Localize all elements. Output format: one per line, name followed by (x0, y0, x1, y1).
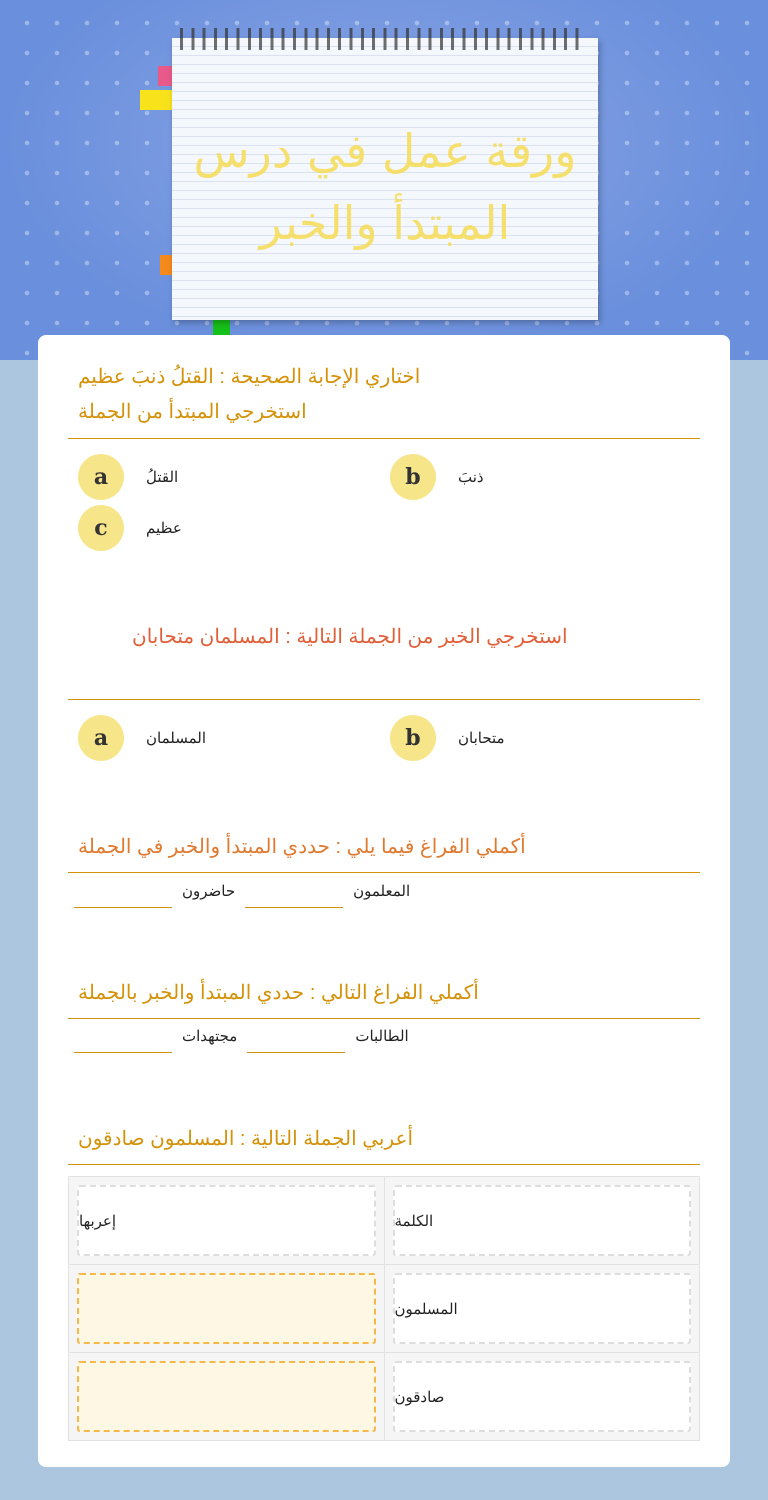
option-letter: b (390, 715, 436, 761)
option-c[interactable] (78, 505, 182, 551)
option-a[interactable] (78, 715, 206, 761)
worksheet-title: ورقة عمل في درس المبتدأ والخبر (193, 124, 577, 250)
option-a[interactable] (78, 454, 178, 500)
option-b[interactable] (390, 454, 484, 500)
option-letter: c (78, 505, 124, 551)
answer-input[interactable] (77, 1361, 376, 1432)
header-cell-answer: إعربها (77, 1185, 376, 1256)
fill-word: مجتهدات (182, 1028, 238, 1045)
question-3-title: أكملي الفراغ فيما يلي : حددي المبتدأ والخبر في الجملة (78, 836, 526, 858)
option-letter: b (390, 454, 436, 500)
question-2-title: استخرجي الخبر من الجملة التالية : المسلمان متحابان (132, 626, 568, 648)
option-b[interactable] (390, 715, 505, 761)
spiral-binding (180, 28, 586, 50)
divider (68, 1164, 700, 1165)
fill-word: حاضرون (182, 883, 236, 900)
table-header-row (69, 1177, 700, 1265)
blank-input[interactable] (245, 907, 343, 908)
fill-blank-row (74, 882, 694, 908)
blank-input[interactable] (74, 1052, 172, 1053)
divider (68, 1018, 700, 1019)
divider (68, 699, 700, 700)
answer-input[interactable] (77, 1273, 376, 1344)
decor-tab-green (213, 320, 230, 336)
question-5-title: أعربي الجملة التالية : المسلمون صادقون (78, 1128, 414, 1150)
divider (68, 872, 700, 873)
fill-word: الطالبات (355, 1028, 409, 1045)
header-cell-word: الكلمة (393, 1185, 692, 1256)
option-letter: a (78, 454, 124, 500)
fill-word: المعلمون (353, 883, 411, 900)
option-letter: a (78, 715, 124, 761)
option-label: القتلُ (146, 469, 179, 486)
word-cell: المسلمون (393, 1273, 692, 1344)
option-label: متحابان (458, 730, 505, 747)
blank-input[interactable] (247, 1052, 345, 1053)
option-label: المسلمان (146, 730, 207, 747)
option-label: عظيم (146, 520, 182, 537)
divider (68, 438, 700, 439)
blank-input[interactable] (74, 907, 172, 908)
word-cell: صادقون (393, 1361, 692, 1432)
decor-tab-pink (158, 66, 172, 86)
table-row (69, 1265, 700, 1353)
header-banner (0, 0, 768, 360)
decor-tab-yellow (140, 90, 172, 110)
question-4-title: أكملي الفراغ التالي : حددي المبتدأ والخبر بالجملة (78, 982, 479, 1004)
fill-blank-row (74, 1027, 694, 1053)
parsing-table (68, 1176, 700, 1441)
option-label: ذنبَ (458, 469, 484, 486)
question-1-title: اختاري الإجابة الصحيحة : القتلُ ذنبَ عظيم (78, 366, 421, 388)
question-1-subtitle: استخرجي المبتدأ من الجملة (78, 401, 307, 423)
table-row (69, 1353, 700, 1441)
worksheet-card (38, 335, 730, 1467)
